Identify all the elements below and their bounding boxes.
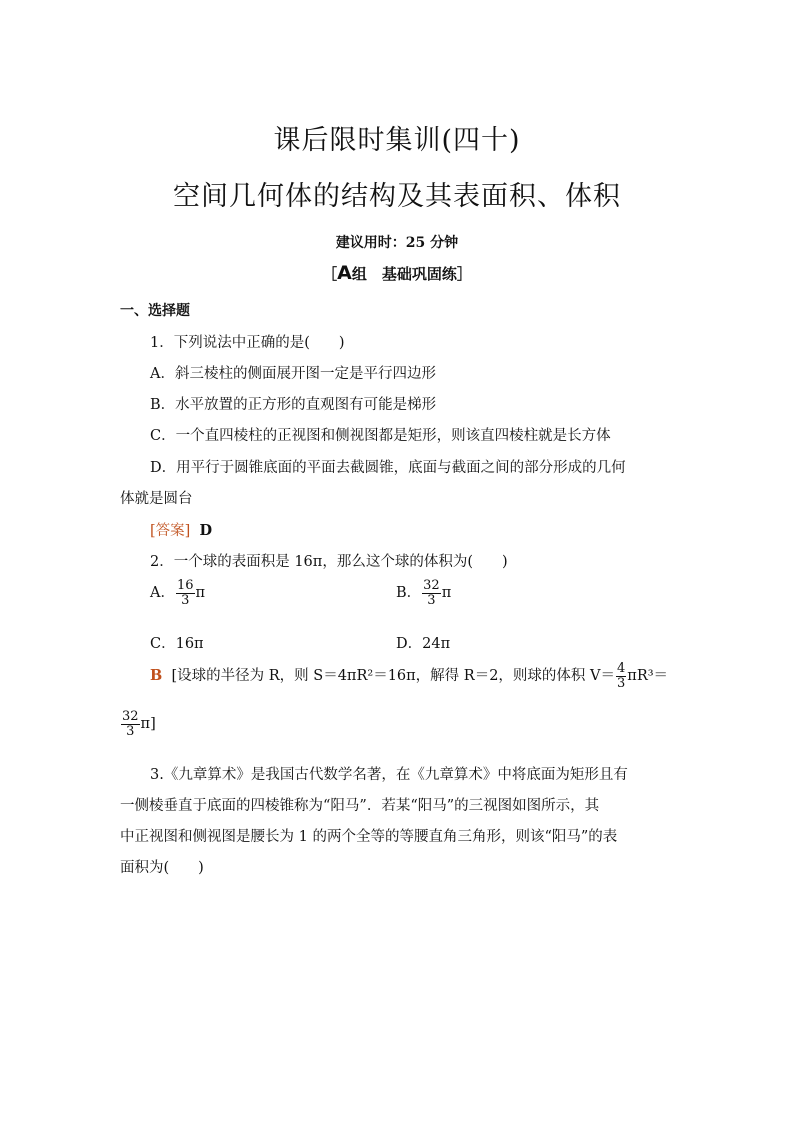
q1-option-d-line2: 体就是圆台: [120, 491, 193, 507]
option-label: A．: [150, 585, 175, 602]
pi-symbol: π: [195, 585, 206, 602]
answer-label: [答案]: [150, 523, 191, 539]
q2-option-a: [150, 579, 205, 607]
denominator: 3: [427, 592, 436, 608]
fraction: [422, 579, 441, 607]
page-title: 课后限时集训(四十): [273, 125, 521, 156]
q2-option-c: C．16π: [150, 636, 204, 652]
numerator: 32: [423, 578, 440, 593]
q2-option-b: [396, 579, 451, 607]
q2-solution-line1: [150, 662, 668, 690]
solution-tail: π]: [140, 716, 156, 733]
q1-option-b: B．水平放置的正方形的直观图有可能是梯形: [150, 397, 437, 413]
section-heading: 一、选择题: [120, 303, 190, 319]
pi-symbol: π: [441, 585, 452, 602]
q1-option-d-line1: D．用平行于圆锥底面的平面去截圆锥，底面与截面之间的部分形成的几何: [150, 460, 626, 476]
q2-solution-line2: [120, 710, 156, 738]
denominator: 3: [126, 723, 135, 739]
q3-line3: 中正视图和侧视图是腰长为 1 的两个全等的等腰直角三角形，则该“阳马”的表: [120, 829, 618, 845]
fraction: [176, 579, 195, 607]
denominator: 3: [181, 592, 190, 608]
option-label: B．: [396, 585, 422, 602]
fraction: [616, 662, 626, 690]
suggested-time: 建议用时：25 分钟: [335, 235, 459, 251]
q1-answer: [150, 519, 212, 540]
q2-option-d: D．24π: [396, 636, 451, 652]
page-subtitle: 空间几何体的结构及其表面积、体积: [173, 181, 621, 212]
numerator: 4: [617, 661, 626, 676]
numerator: 16: [176, 578, 194, 593]
group-name: 组 基础巩固练: [351, 265, 457, 283]
solution-answer: B: [150, 667, 163, 685]
q1-option-c: C．一个直四棱柱的正视图和侧视图都是矩形，则该直四棱柱就是长方体: [150, 428, 611, 444]
numerator: 32: [122, 709, 139, 724]
fraction: [121, 710, 140, 738]
q3-line4: 面积为( ): [120, 860, 204, 876]
group-bracket-close: ］: [456, 265, 472, 283]
q3-line2: 一侧棱垂直于底面的四棱锥称为“阳马”．若某“阳马”的三视图如图所示，其: [120, 798, 600, 814]
group-heading: [0, 262, 794, 284]
answer-value: D: [199, 522, 213, 539]
denominator: 3: [617, 675, 626, 691]
q3-line1: 3.《九章算术》是我国古代数学名著，在《九章算术》中将底面为矩形且有: [150, 767, 628, 783]
group-letter: A: [337, 262, 352, 284]
q1-option-a: A．斜三棱柱的侧面展开图一定是平行四边形: [150, 366, 436, 382]
q2-stem: 2．一个球的表面积是 16π，那么这个球的体积为( ): [150, 554, 508, 570]
solution-after-fraction: πR³＝: [627, 668, 669, 685]
group-bracket-open: ［: [322, 265, 338, 283]
q1-stem: 1．下列说法中正确的是( ): [150, 335, 345, 351]
solution-text: [设球的半径为 R，则 S＝4πR²＝16π，解得 R＝2，则球的体积 V＝: [171, 668, 616, 685]
